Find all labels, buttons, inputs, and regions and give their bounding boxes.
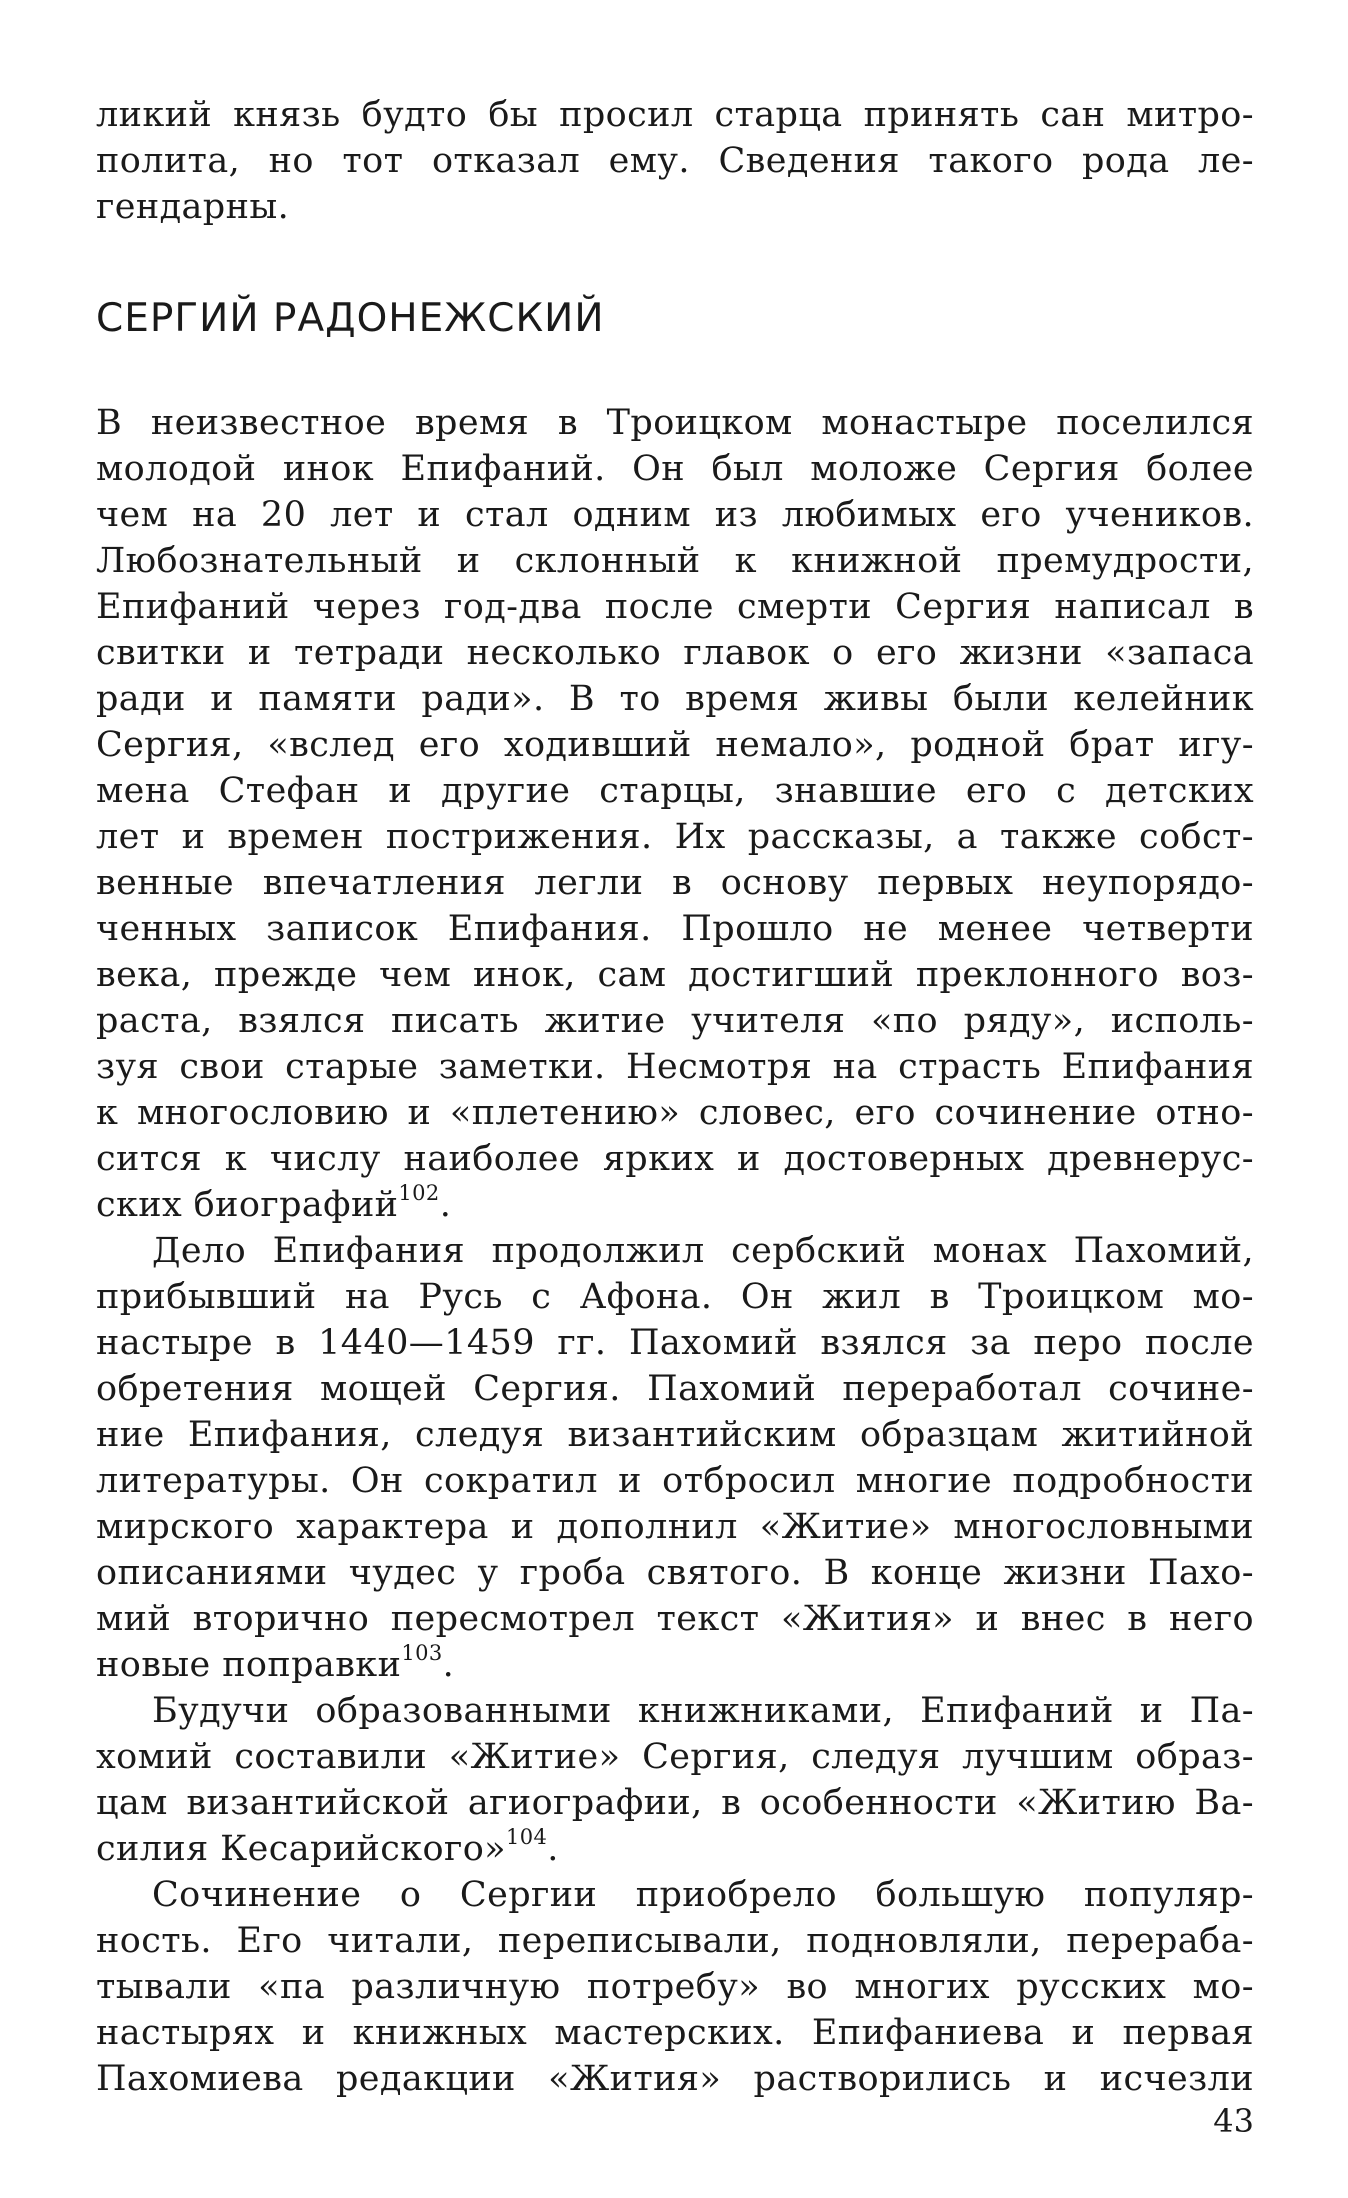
- text-line: ние Епифания, следуя византийским образцам житийной: [96, 1415, 1254, 1455]
- text-line: Дело Епифания продолжил сербский монах Пахомий,: [152, 1231, 1254, 1271]
- text-line: Любознательный и склонный к книжной премудрости,: [96, 541, 1254, 581]
- text-line: зуя свои старые заметки. Несмотря на страсть Епифания: [96, 1047, 1254, 1087]
- text-line: Пахомиева редакции «Жития» растворились и исчезли: [96, 2059, 1254, 2099]
- paragraph-4: [96, 1872, 1254, 2102]
- text-line: лет и времен пострижения. Их рассказы, а также собст-: [96, 817, 1254, 857]
- text-line: мий вторично пересмотрел текст «Жития» и внес в него: [96, 1599, 1254, 1639]
- text-fragment: .: [442, 1645, 455, 1685]
- text-fragment: силия Кесарийского»: [96, 1829, 506, 1869]
- text-line: ность. Его читали, переписывали, подновляли, перераба-: [96, 1921, 1254, 1961]
- footnote-marker: 102: [398, 1181, 440, 1205]
- text-line: чем на 20 лет и стал одним из любимых его учеников.: [96, 495, 1254, 535]
- text-line: ченных записок Епифания. Прошло не менее четверти: [96, 909, 1254, 949]
- text-line: Сергия, «вслед его ходивший немало», родной брат игу-: [96, 725, 1254, 765]
- text-line: Будучи образованными книжниками, Епифаний и Па-: [152, 1691, 1254, 1731]
- text-line: литературы. Он сократил и отбросил многие подробности: [96, 1461, 1254, 1501]
- text-line: Епифаний через год-два после смерти Сергия написал в: [96, 587, 1254, 627]
- text-line: века, прежде чем инок, сам достигший преклонного воз-: [96, 955, 1254, 995]
- text-line: раста, взялся писать житие учителя «по ряду», исполь-: [96, 1001, 1254, 1041]
- text-line: цам византийской агиографии, в особенности «Житию Ва-: [96, 1783, 1254, 1823]
- text-line: В неизвестное время в Троицком монастыре поселился: [96, 403, 1254, 443]
- text-line: мирского характера и дополнил «Житие» многословными: [96, 1507, 1254, 1547]
- text-line: молодой инок Епифаний. Он был моложе Сергия более: [96, 449, 1254, 489]
- text-line: полита, но тот отказал ему. Сведения такого рода ле-: [96, 141, 1254, 181]
- text-line: Сочинение о Сергии приобрело большую популяр-: [152, 1875, 1254, 1915]
- text-line: ради и памяти ради». В то время живы были келейник: [96, 679, 1254, 719]
- text-fragment: ских биографий: [96, 1185, 399, 1225]
- text-line: к многословию и «плетению» словес, его сочинение отно-: [96, 1093, 1254, 1133]
- text-line: прибывший на Русь с Афона. Он жил в Троицком мо-: [96, 1277, 1254, 1317]
- text-line: [96, 1642, 1254, 1688]
- text-line: описаниями чудес у гроба святого. В конце жизни Пахо-: [96, 1553, 1254, 1593]
- text-line: мена Стефан и другие старцы, знавшие его с детских: [96, 771, 1254, 811]
- paragraph-1: [96, 400, 1254, 1228]
- text-line: ликий князь будто бы просил старца принять сан митро-: [96, 95, 1254, 135]
- text-line: настырях и книжных мастерских. Епифаниева и первая: [96, 2013, 1254, 2053]
- text-line: обретения мощей Сергия. Пахомий переработал сочине-: [96, 1369, 1254, 1409]
- intro-paragraph: [96, 92, 1254, 230]
- footnote-marker: 103: [401, 1641, 443, 1665]
- text-line: [96, 1182, 1254, 1228]
- section-heading: СЕРГИЙ РАДОНЕЖСКИЙ: [96, 296, 605, 341]
- text-line: гендарны.: [96, 187, 290, 227]
- paragraph-3: [96, 1688, 1254, 1872]
- page-number: 43: [1213, 2102, 1254, 2140]
- paragraph-2: [96, 1228, 1254, 1688]
- text-fragment: новые поправки: [96, 1645, 402, 1685]
- text-line: венные впечатления легли в основу первых неупорядо-: [96, 863, 1254, 903]
- text-line: тывали «па различную потребу» во многих русских мо-: [96, 1967, 1254, 2007]
- text-line: [96, 1826, 1254, 1872]
- text-line: сится к числу наиболее ярких и достоверных древнерус-: [96, 1139, 1254, 1179]
- text-line: настыре в 1440—1459 гг. Пахомий взялся за перо после: [96, 1323, 1254, 1363]
- text-fragment: .: [547, 1829, 559, 1869]
- text-fragment: .: [439, 1185, 452, 1225]
- text-line: хомий составили «Житие» Сергия, следуя лучшим образ-: [96, 1737, 1254, 1777]
- footnote-marker: 104: [506, 1825, 548, 1849]
- text-line: свитки и тетради несколько главок о его жизни «запаса: [96, 633, 1254, 673]
